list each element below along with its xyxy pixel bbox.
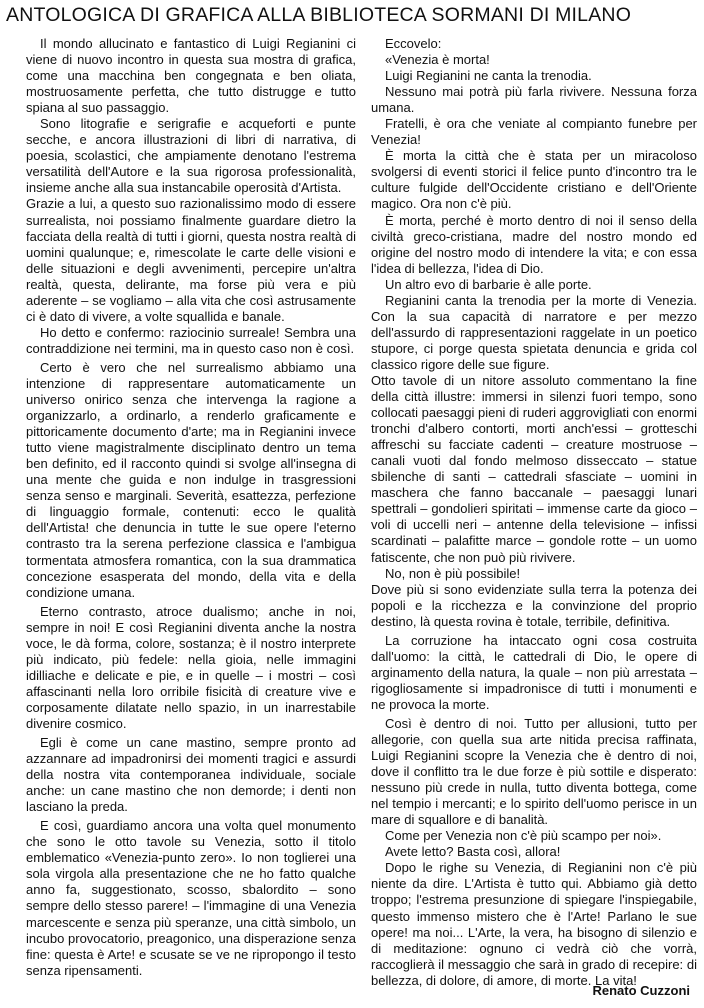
paragraph: Ho detto e confermo: raziocinio surreale! Sembra una contraddizione nei termini, ma in questo caso non è così.: [26, 324, 356, 356]
paragraph: Grazie a lui, a questo suo razionalissimo modo di essere surrealista, noi possiamo finalmente guardare dietro la facciata della realtà di tutti i giorni, questa nostra realtà di uomini qualunque; e, rimescolate le carte delle visioni e delle situazioni e degli avvenimenti, percepire un'altra realtà, questa, delirante, ma forse più vera e più aderente – se vogliamo – alla vita che così astrusamente ci è dato di vivere, a volte squallida e banale.: [26, 196, 356, 324]
paragraph: Regianini canta la trenodia per la morte di Venezia. Con la sua capacità di narratore e per mezzo dell'assurdo di rappresentazioni raggelate in un poetico stupore, ci porge questa spietata denuncia e grida col classico rigore delle sue figure.: [371, 292, 697, 372]
paragraph: Eterno contrasto, atroce dualismo; anche in noi, sempre in noi! E così Regianini diventa anche la nostra voce, le dà forma, colore, sostanza; è il nostro interprete più indicato, più fedele: nella gioia, nelle immagini idilliache e delicate e pie, e in quelle – i mostri – così affascinanti nella loro orribile fisicità di creature vive e corposamente dilatate nello spazio, in un inarrestabile divenire cosmico.: [26, 603, 356, 731]
author-signature: Renato Cuzzoni: [592, 983, 690, 998]
paragraph: Dove più si sono evidenziate sulla terra la potenza dei popoli e la ricchezza e la convinzione del proprio destino, là questa rovina è totale, terribile, definitiva.: [371, 581, 697, 629]
paragraph: Come per Venezia non c'è più scampo per noi».: [385, 828, 662, 844]
paragraph: Luigi Regianini ne canta la trenodia.: [385, 68, 592, 84]
paragraph: Nessuno mai potrà più farla rivivere. Nessuna forza umana.: [371, 84, 697, 116]
paragraph: Così è dentro di noi. Tutto per allusioni, tutto per allegorie, con quella sua arte nitida precisa raffinata, Luigi Regianini scopre la Venezia che è dentro di noi, dove il conflitto tra le due forze è più sottile e disperato: nessuno più crede in nulla, tutto diventa bottega, come nel tempio i mercanti; e lo spirito dell'uomo perisce in un mare di squallore e di banalità.: [371, 715, 697, 828]
right-column: [371, 36, 697, 989]
paragraph: Dopo le righe su Venezia, di Regianini non c'è più niente da dire. L'Artista è tutto qui. Abbiamo già detto troppo; l'estrema presunzione di spiegare l'inspiegabile, questo immenso mistero che è l'Arte! Parlano le sue opere! ma noi... L'Arte, la vera, ha bisogno di silenzio e di meditazione: ognuno ci vedrà ciò che vorrà, raccoglierà il messaggio che sarà in grado di recepire: di bellezza, di dolore, di amore, di morte. La vita!: [371, 860, 697, 988]
left-column: [26, 36, 356, 979]
paragraph: Fratelli, è ora che veniate al compianto funebre per Venezia!: [371, 116, 697, 148]
paragraph: Certo è vero che nel surrealismo abbiamo una intenzione di rappresentare automaticamente un universo onirico senza che intervenga la ragione a organizzarlo, a ordinarlo, a renderlo graficamente e pittoricamente documento d'arte; ma in Regianini invece tutto viene magistralmente disciplinato dentro un tema ben definito, ed il racconto quindi si svolge all'insegna di una mente che guida e non indulge in trasgressioni senza senso e marginali. Severità, esattezza, perfezione di linguaggio formale, contenuti: ecco le qualità dell'Artista! che denuncia in tutte le sue opere l'eterno contrasto tra la serena perfezione classica e l'ambigua tormentata atmosfera romantica, con la sua drammatica concezione esasperata del mondo, della vita e della condizione umana.: [26, 359, 356, 600]
paragraph: Un altro evo di barbarie è alle porte.: [385, 276, 592, 292]
paragraph: È morta la città che è stata per un miracoloso svolgersi di eventi storici il felice punto d'incontro tra le culture fulgide dell'Occidente cristiano e dell'Oriente magico. Ora non c'è più.: [371, 148, 697, 212]
paragraph: Egli è come un cane mastino, sempre pronto ad azzannare ad impadronirsi dei momenti tragici e assurdi della nostra vita contemporanea individuale, sociale anche: un cane mastino che non demorde; i denti non lasciano la preda.: [26, 735, 356, 815]
paragraph: Otto tavole di un nitore assoluto commentano la fine della città illustre: immersi in silenzi fuori tempo, sono collocati paesaggi pieni di ruderi aggrovigliati con enormi tronchi d'albero contorti, morti anch'essi – grotteschi affreschi su facciate cadenti – creature mostruose – canali vuoti dal fondo melmoso disseccato – statue sbilenche di santi – cattedrali sfasciate – uomini in maschera che fanno baccanale – paesaggi lunari spettrali – gondolieri spiritati – immense carte da gioco – voli di uccelli neri – antenne della televisione – infissi scardinati – palafitte marce – gondole rotte – un uomo fatiscente, che non può più rivivere.: [371, 372, 697, 565]
paragraph: «Venezia è morta!: [385, 52, 490, 68]
paragraph: Sono litografie e serigrafie e acqueforti e punte secche, e ancora illustrazioni di libri di narrativa, di poesia, scolastici, che ampiamente denotano l'estrema versatilità dell'Autore e la sua rigorosa professionalità, insieme anche alla sua instancabile operosità d'Artista.: [26, 116, 356, 196]
paragraph: È morta, perché è morto dentro di noi il senso della civiltà greco-cristiana, madre del nostro mondo ed origine del nostro modo di intendere la vita; e con essa l'idea di bellezza, l'idea di Dio.: [371, 212, 697, 276]
paragraph: Avete letto? Basta così, allora!: [385, 844, 561, 860]
article-title: ANTOLOGICA DI GRAFICA ALLA BIBLIOTECA SORMANI DI MILANO: [6, 4, 632, 26]
paragraph: Il mondo allucinato e fantastico di Luigi Regianini ci viene di nuovo incontro in questa sua mostra di grafica, come una macchina ben congegnata e ben oliata, mostruosamente perfetta, che tutto distrugge e tutto spiana al suo passaggio.: [26, 36, 356, 116]
paragraph: La corruzione ha intaccato ogni cosa costruita dall'uomo: la città, le cattedrali di Dio, le opere di arginamento della natura, la quale – non più arrestata – rigogliosamente si impadronisce di tutti i monumenti e ne provoca la morte.: [371, 632, 697, 712]
paragraph: Eccovelo:: [385, 36, 442, 51]
paragraph: No, non è più possibile!: [385, 565, 521, 581]
paragraph: E così, guardiamo ancora una volta quel monumento che sono le otto tavole su Venezia, sotto il titolo emblematico «Venezia-punto zero». Io non toglierei una sola virgola alla presentazione che ne ho fatto qualche anno fa, suggestionato, scosso, sbalordito – sono sempre dello stesso parere! – l'immagine di una Venezia marcescente e senza più speranze, una città simbolo, un incubo provocatorio, preagonico, una disperazione senza fine: questa è Arte! e scusate se ve ne ripropongo il testo senza ripensamenti.: [26, 818, 356, 978]
